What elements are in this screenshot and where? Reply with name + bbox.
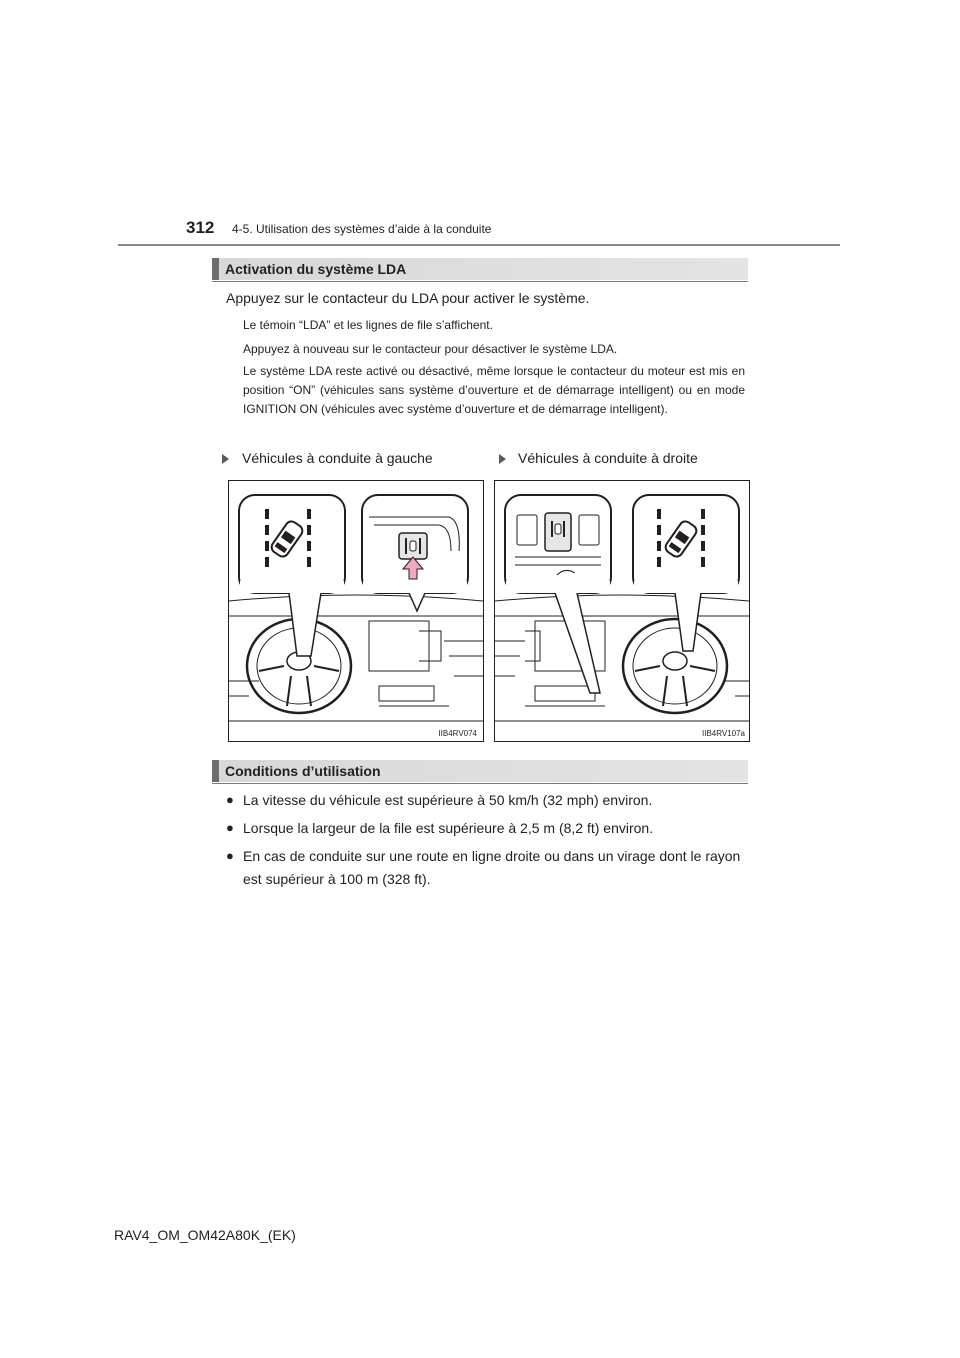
section-heading-conditions (212, 760, 748, 782)
bullet-icon: ● (226, 848, 234, 863)
column-label-lhd: Véhicules à conduite à gauche (242, 450, 433, 466)
section-underline (212, 783, 748, 784)
lda-switch-icon (399, 533, 427, 559)
figure-code: IIB4RV107a (702, 729, 745, 738)
column-label-rhd: Véhicules à conduite à droite (518, 450, 698, 466)
dashboard-illustration-lhd (229, 481, 483, 741)
right-triangle-icon (222, 454, 229, 464)
figure-lhd (228, 480, 484, 742)
lda-switch-icon (545, 513, 571, 551)
section-title: Conditions d’utilisation (225, 763, 381, 779)
document-code: RAV4_OM_OM42A80K_(EK) (114, 1227, 296, 1243)
figure-code: IIB4RV074 (438, 729, 477, 738)
note-deactivate: Appuyez à nouveau sur le contacteur pour désactiver le système LDA. (243, 342, 618, 356)
running-header: 4-5. Utilisation des systèmes d’aide à la conduite (232, 222, 492, 236)
note-indicator: Le témoin “LDA” et les lignes de file s’affichent. (243, 318, 493, 332)
section-title: Activation du système LDA (225, 261, 407, 277)
note-persistence: Le système LDA reste activé ou désactivé, même lorsque le contacteur du moteur est mis en position “ON” (véhicules sans système d’ouverture et de démarrage intelligent) ou en mode IGNITION ON (véhicules avec système d’ouverture et de démarrage intelligent). (243, 364, 745, 416)
section-heading-activation (212, 258, 748, 280)
bullet-icon: ● (226, 820, 234, 835)
condition-speed: La vitesse du véhicule est supérieure à 50 km/h (32 mph) environ. (243, 792, 653, 808)
steering-wheel-rhd (623, 619, 727, 713)
bullet-icon: ● (226, 792, 234, 807)
dashboard-illustration-rhd (495, 481, 749, 741)
section-underline (212, 281, 748, 282)
right-triangle-icon (499, 454, 506, 464)
page-number: 312 (186, 218, 215, 237)
figure-rhd (494, 480, 750, 742)
condition-road-curve: En cas de conduite sur une route en ligne droite ou dans un virage dont le rayon est supérieur à 100 m (328 ft). (243, 848, 741, 887)
intro-instruction: Appuyez sur le contacteur du LDA pour activer le système. (226, 290, 590, 306)
header-rule (118, 244, 840, 246)
condition-lane-width: Lorsque la largeur de la file est supérieure à 2,5 m (8,2 ft) environ. (243, 820, 654, 836)
